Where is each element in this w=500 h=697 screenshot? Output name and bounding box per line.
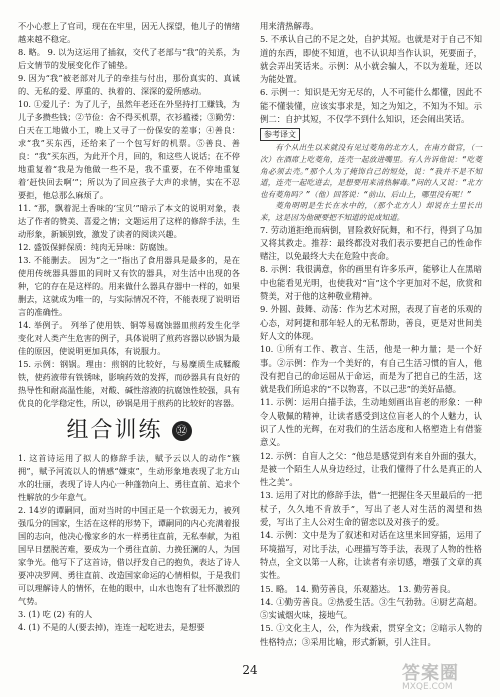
paragraph: 10. ①爱儿子：为了儿子，虽然年老还在外坚持打工赚钱，为儿子多攒些钱；②节俭：舍不得买机票，衣衫褴褛；③勤劳：白天在工地做小工，晚上又寻了一份保安的差事；④善良：求“我”买东西，还给来了一个包写好的机票。⑤善良、善良：“我”买东西，为此开个月，回的，和这些人说话；在不停地重复着“我是为他做一些不是，我不重要，在不停地重复着‘赶快回去啊’”；所以为了回应孩子大声的求情，实在不忍要拒，他总那么麻烦了。 [18,99,240,200]
section-number-badge: ㉜ [172,421,192,441]
right-column [260,20,482,649]
paragraph: 用来清热解毒。 [260,21,319,31]
section-title: 组合训练 [66,418,163,443]
paragraph: 1. 这首诗运用了拟人的修辞手法，赋予云以人的动作“簇拥”，赋予河流以人的情感“嫌束”，生动形象地表现了北方山水的壮丽，表现了诗人内心一种蓬勃向上、勇往直前、追求个性解放的少年意气。 [18,453,240,502]
paragraph: 12. 示例：自盲人之父：“他总是感觉到有来自外面的强大，是被一个陌生人从身边经过，让我们懂得了什么是真正的人性之美”。 [260,450,482,488]
section-heading [18,416,240,446]
paragraph: 不小心惹上了官司，现在在牢里，因无人探望，他儿子的情绪越来越不稳定。 [18,21,240,44]
left-column [18,20,240,634]
paragraph: 14. ①勤劳善良。②热爱生活。③生气勃勃。④厨艺高超。⑤实诚烟火味，接地气。 [260,596,482,621]
paragraph: 13. 不能删去。 因为“之一”指出了食用器具是最多的，是在使用传统器具器皿的同时又有饮的器具，对生活中出现的各种，它的存在是这样的。用来做什么器具存器中一样的，如果删去，这就成为唯一的，与实际情况不符，不能表现了说明语言的准确性。 [18,255,240,317]
paragraph: 13. 运用了对比的修辞手法，借“一把握住冬天里最后的一把杖子，久久地不肯放手”，写出了老人对生活的渴望和热爱，写出了主人公对生命的留恋以及对孩子的爱。 [260,490,482,528]
paragraph: 9. 外圆、鼓舞、动荡：作为艺术对照，表现了盲老的乐观的心态，对阿捷和那年轻人的无私帮助，善良，更是对世间美好人文的体现。 [260,304,482,341]
paragraph: 14. 示例：文中是为了叙述和对话在这里来回穿插，运用了环境描写，对比手法，心理描写等手法，表现了人物的性格特点，全文以第一人称，让读者有亲切感，增强了文章的真实性。 [260,530,482,581]
paragraph: 15. ①文化主人，公，作为线索，贯穿全文；②暗示人物的性格特点；③采用比喻，形式新颖，引人注目。 [260,623,482,647]
paragraph: 2. 14岁的谭嗣同，面对当时的中国正是一个软弱无力，被列强瓜分的国家，生活在这样的形势下，谭嗣同的内心充满着报国的志向，他决心像家乡的水一样勇往直前，无私奉献，为祖国早日摆脱苦难，要成为一个勇往直前、力挽狂澜的人，为国家争光。他写下了这首诗，借以抒发自己的抱负，表达了诗人要冲决罗网、勇往直前、改造国家命运的心情相似，于是我们可以理解诗人的情怀，在他的眼中，山水也饱有了壮怀激烈的气势。 [18,505,240,606]
paragraph: 15. 示例：钢锅。理由：煎钢的比较好，与易糜质生成鞣酸铁，使药液带有铁锈味，影响药效的发挥，而砂器具有良好的热导性和耐高温性能，对酸、碱性溶液的抗腐蚀性较强，具有优良的化学稳定性，所以，砂锅是用于煎药的比较好的容器。 [18,359,240,408]
paragraph: 4. (1) 不是的人(要去掉)，连连一起吃进去，是想要 [18,622,205,632]
paragraph: 14. 举例子。 列举了使用铁、铜等易腐蚀器皿煎药发生化学变化对人类产生危害的例子，具体说明了煎药容器以砂锅为最佳的原因，使说明更加具体，有说服力。 [18,320,240,356]
paragraph: 5. 不承认自己的不足之处，自护其短。也就是对于自己不知道的东西，即使不知道，也不认识却当作认识，死要面子，就会弄出笑话来。示例：从小就会骗人，不以为羞耻，还以为能处置。 [260,34,482,85]
paragraph: 11. 示例：运用白描手法，生动地刻画出盲老的形象：一种令人敬佩的精神，让读者感受到这位盲老人的个人魅力，认识了人性的光辉，在对我们的生活态度和人格塑造上有借鉴意义。 [260,397,482,448]
paragraph: 9. 因为“我”被老部对儿子的牵挂与付出，那份真实的、真诚的、无私的爱、厚重的、执着的、深深的爱所感动。 [18,73,240,96]
reference-translation [260,142,482,223]
watermark-url: MXQE.COM [402,682,453,692]
paragraph: 11. “那，飘着泥土香味的‘宝贝’”暗示了本文的说明对象，表达了作者的赞美、喜爱之情；文题运用了这样的修辞手法，生动形象，新颖别致，激发了读者的阅读兴趣。 [18,203,240,239]
paragraph: 15. 略。 14. 勤劳善良，乐观豁达。 13. 勤劳善良。 [260,583,456,594]
reference-text: 有个从出生以来就没有见过菱角的北方人，在南方做官，（一次）在酒席上吃菱角，连壳一起放进嘴里。有人告诉他说：“吃菱角必须去壳。”那个人为了掩饰自己的短处，说：“我并不是不知道，连壳一起吃进去，是想要用来清热解毒。”问的人又说：“北方也有菱角吗？”（他）回答说：“前山、后山上，哪里没有呢！” [260,143,482,199]
page-number: 24 [242,663,258,677]
watermark-logo [402,659,494,693]
paragraph: 8. 示例：我很满意，你的画里有许多乐声，能够让人在黑暗中也能看见光明，也使我对“盲”这个字更加对不起，欣赏和赞美，对于他的这种敬业精神。 [260,264,482,302]
reference-translation-label: 参考译文 [260,128,300,141]
paragraph: 7. 劳动道拒绝而病倒，冒险救好阮舞，和不行，得到了乌加又将其救走。推荐：最终都没对我们表示要把自己的性命作赌注，以免最终大夫在危险中丧命。 [260,224,482,262]
paragraph: 6. 示例一：知识是无穷无尽的，人不可能什么都懂，因此不能不懂装懂，应该实事求是，知之为知之，不知为不知。示例二：自护其短，不仅学不到什么知识，还会闹出笑话。 [260,87,482,125]
paragraph: 8. 略。 9. 以为这运用了插叙，交代了老部与“我”的关系，为后文情节的发展变化作了铺垫。 [18,47,240,70]
reference-note: 菱角明明是生长在水中的，（那个北方人）却说在土里长出来，这是因为他硬要把不知道的说成知道。 [260,201,482,222]
paragraph: 12. 盛饭保鲜保质：纯肉无异味：防腐蚀。 [18,242,173,252]
paragraph: 3. (1) 吃 (2) 有的人 [18,609,93,619]
watermark-title: 答案圈 [402,663,459,684]
paragraph: 10. ①所有工作、教言、生活，他是一种力量；是一个好事。②示例：作为一个美好的，有自己生活习惯的盲人，他没有把自己的命运屈从于命运，而是为了把自己的生活，这就是我们所追求的“不以物喜，不以己悲”的美好品德。 [260,344,482,395]
